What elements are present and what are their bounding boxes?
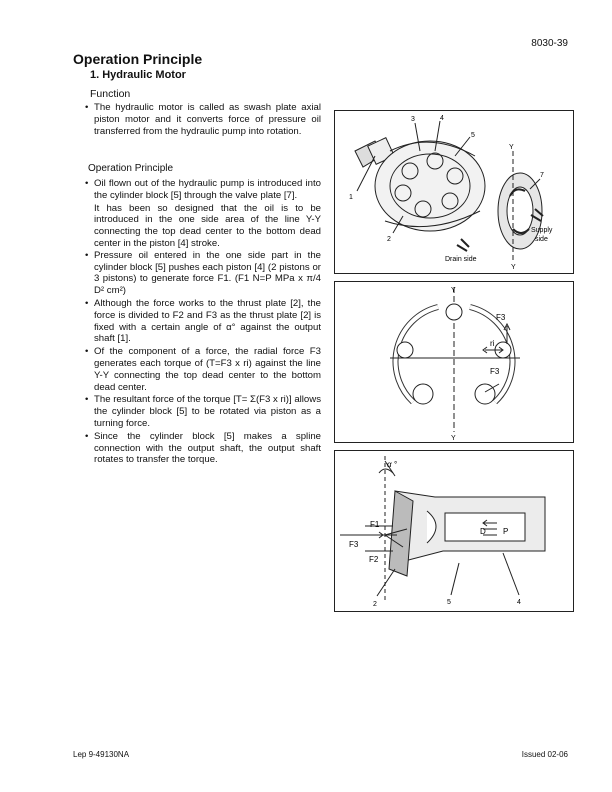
fig1-label-1: 1 xyxy=(349,194,353,201)
motor-exploded-drawing xyxy=(335,111,573,273)
fig2-ri: ri xyxy=(490,339,495,348)
fig3-p: P xyxy=(503,527,509,536)
fig3-label-4: 4 xyxy=(517,599,521,606)
fig1-label-2: 2 xyxy=(387,236,391,243)
fig1-label-5: 5 xyxy=(471,132,475,139)
torque-diagram-figure xyxy=(334,281,574,443)
torque-diagram-drawing xyxy=(335,282,573,442)
operation-heading: Operation Principle xyxy=(88,163,174,174)
fig2-y-top: Y xyxy=(451,287,456,294)
bullet-5: • The resultant force of the torque [T= Σ(F3 x ri)] allows the cylinder block [5] to be rotated via piston as a turning force. xyxy=(85,394,321,429)
fig3-d: D xyxy=(480,527,486,536)
fig1-supply-line1: Supply xyxy=(531,227,553,234)
fig3-f1: F1 xyxy=(370,520,380,529)
footer-doc-id: Lep 9-49130NA xyxy=(73,750,130,759)
page-number: 8030-39 xyxy=(531,38,568,49)
footer-issue-date: Issued 02-06 xyxy=(521,750,568,759)
fig1-label-4: 4 xyxy=(440,115,444,122)
page-title: Operation Principle xyxy=(73,51,203,67)
cross-section-drawing xyxy=(335,451,573,611)
function-heading: Function xyxy=(90,88,131,100)
bullet-1 xyxy=(85,178,321,202)
bullet-1-text: Oil flown out of the hydraulic pump is introduced into the cylinder block [5] through the valve plate [7]. xyxy=(94,178,321,201)
bullet-2: • Pressure oil entered in the one side part in the cylinder block [5] pushes each piston [4] (2 pistons or 3 pistons) to generate force F1. (F1 N=P MPa x π/4 D² cm²) xyxy=(85,250,321,297)
fig3-f3: F3 xyxy=(349,540,359,549)
function-section xyxy=(85,102,321,138)
fig1-label-3: 3 xyxy=(411,116,415,123)
bullet-3: • Although the force works to the thrust plate [2], the force is divided to F2 and F3 as the thrust plate [2] is fixed with a certain angle of α° against the output shaft [1]. xyxy=(85,298,321,345)
bullet-1-extra: It has been so designed that the oil is to be introduced in the one side area of the line Y-Y connecting the top dead center to the bottom dead center in the piston [4] stroke. xyxy=(94,202,321,249)
fig3-f2: F2 xyxy=(369,555,379,564)
function-bullet: • The hydraulic motor is called as swash plate axial piston motor and it converts force of pressure oil transferred from the hydraulic pump into rotation. xyxy=(85,102,321,137)
bullet-6: • Since the cylinder block [5] makes a spline connection with the output shaft, the output shaft rotates to transfer the torque. xyxy=(85,431,321,466)
fig2-f3-top: F3 xyxy=(496,313,506,322)
fig2-f3-mid: F3 xyxy=(490,367,500,376)
operation-bullets xyxy=(85,178,321,467)
fig3-label-2: 2 xyxy=(373,601,377,608)
motor-exploded-figure xyxy=(334,110,574,274)
fig2-y-bottom: Y xyxy=(451,435,456,442)
bullet-4: • Of the component of a force, the radial force F3 generates each torque of (T=F3 x ri) against the line Y-Y connecting the top dead center to the bottom dead center. xyxy=(85,346,321,393)
fig3-alpha: α ° xyxy=(387,460,397,469)
fig1-supply-line2: side xyxy=(535,236,548,243)
fig1-y-top: Y xyxy=(509,144,514,151)
fig1-drain: Drain side xyxy=(445,256,477,263)
fig3-label-5: 5 xyxy=(447,599,451,606)
fig1-label-7: 7 xyxy=(540,172,544,179)
fig1-y-bottom: Y xyxy=(511,264,516,271)
cross-section-figure xyxy=(334,450,574,612)
section-heading: 1. Hydraulic Motor xyxy=(90,69,186,81)
